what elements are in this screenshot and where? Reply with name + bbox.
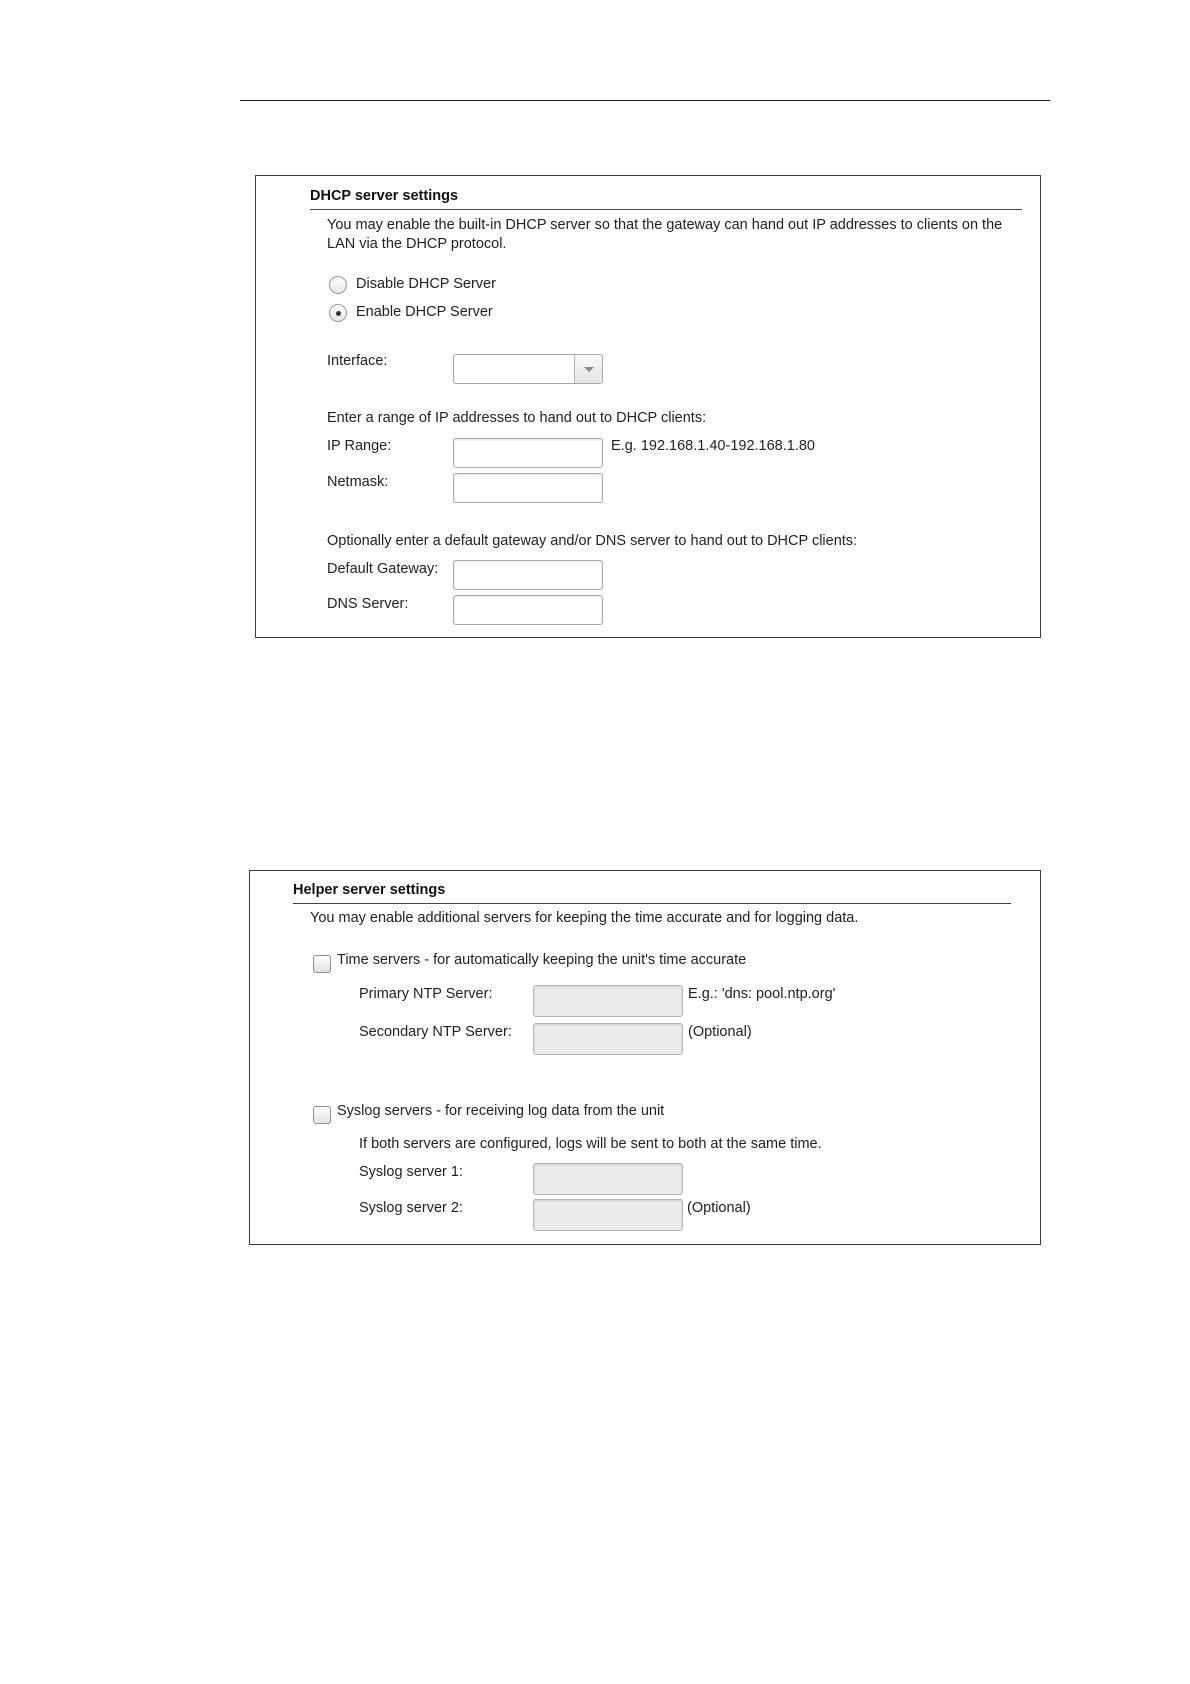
dhcp-title-rule	[310, 209, 1022, 210]
helper-title-rule	[293, 903, 1011, 904]
time-servers-label[interactable]: Time servers - for automatically keeping the unit's time accurate	[337, 952, 747, 968]
syslog-server-2-label: Syslog server 2:	[359, 1200, 463, 1216]
syslog-server-1-label: Syslog server 1:	[359, 1164, 463, 1180]
secondary-ntp-label: Secondary NTP Server:	[359, 1024, 512, 1040]
syslog-servers-checkbox[interactable]	[313, 1106, 331, 1124]
disable-dhcp-label[interactable]: Disable DHCP Server	[356, 276, 496, 292]
netmask-input[interactable]	[453, 473, 603, 503]
interface-dropdown-button[interactable]	[574, 355, 602, 383]
helper-section-title: Helper server settings	[293, 882, 446, 898]
syslog-server-1-input[interactable]	[533, 1163, 683, 1195]
ip-range-input[interactable]	[453, 438, 603, 468]
syslog-note: If both servers are configured, logs will be sent to both at the same time.	[359, 1136, 822, 1152]
radio-selected-dot	[336, 311, 341, 316]
enable-dhcp-radio[interactable]	[329, 304, 347, 322]
dhcp-description: You may enable the built-in DHCP server so that the gateway can hand out IP addresses to clients on the LAN via the DHCP protocol.	[327, 217, 1003, 252]
primary-ntp-label: Primary NTP Server:	[359, 986, 493, 1002]
ip-range-hint: E.g. 192.168.1.40-192.168.1.80	[611, 438, 815, 454]
dns-server-label: DNS Server:	[327, 596, 409, 612]
primary-ntp-input[interactable]	[533, 985, 683, 1017]
helper-settings-panel	[249, 870, 1041, 1245]
interface-select[interactable]	[453, 354, 603, 384]
header-rule	[240, 100, 1050, 101]
dhcp-section-title: DHCP server settings	[310, 188, 459, 204]
syslog-server-2-hint: (Optional)	[687, 1200, 751, 1216]
netmask-label: Netmask:	[327, 474, 389, 490]
primary-ntp-hint: E.g.: 'dns: pool.ntp.org'	[688, 986, 836, 1002]
secondary-ntp-hint: (Optional)	[688, 1024, 752, 1040]
enable-dhcp-label[interactable]: Enable DHCP Server	[356, 304, 493, 320]
syslog-servers-label[interactable]: Syslog servers - for receiving log data from the unit	[337, 1103, 665, 1119]
dns-server-input[interactable]	[453, 595, 603, 625]
optional-intro: Optionally enter a default gateway and/or DNS server to hand out to DHCP clients:	[327, 533, 858, 549]
chevron-down-icon	[584, 367, 594, 372]
syslog-server-2-input[interactable]	[533, 1199, 683, 1231]
dhcp-settings-panel	[255, 175, 1041, 638]
interface-label: Interface:	[327, 353, 388, 369]
helper-description: You may enable additional servers for keeping the time accurate and for logging data.	[310, 910, 859, 926]
ip-range-label: IP Range:	[327, 438, 392, 454]
secondary-ntp-input[interactable]	[533, 1023, 683, 1055]
disable-dhcp-radio[interactable]	[329, 276, 347, 294]
default-gateway-input[interactable]	[453, 560, 603, 590]
default-gateway-label: Default Gateway:	[327, 561, 439, 577]
time-servers-checkbox[interactable]	[313, 955, 331, 973]
ip-range-intro: Enter a range of IP addresses to hand out to DHCP clients:	[327, 410, 707, 426]
